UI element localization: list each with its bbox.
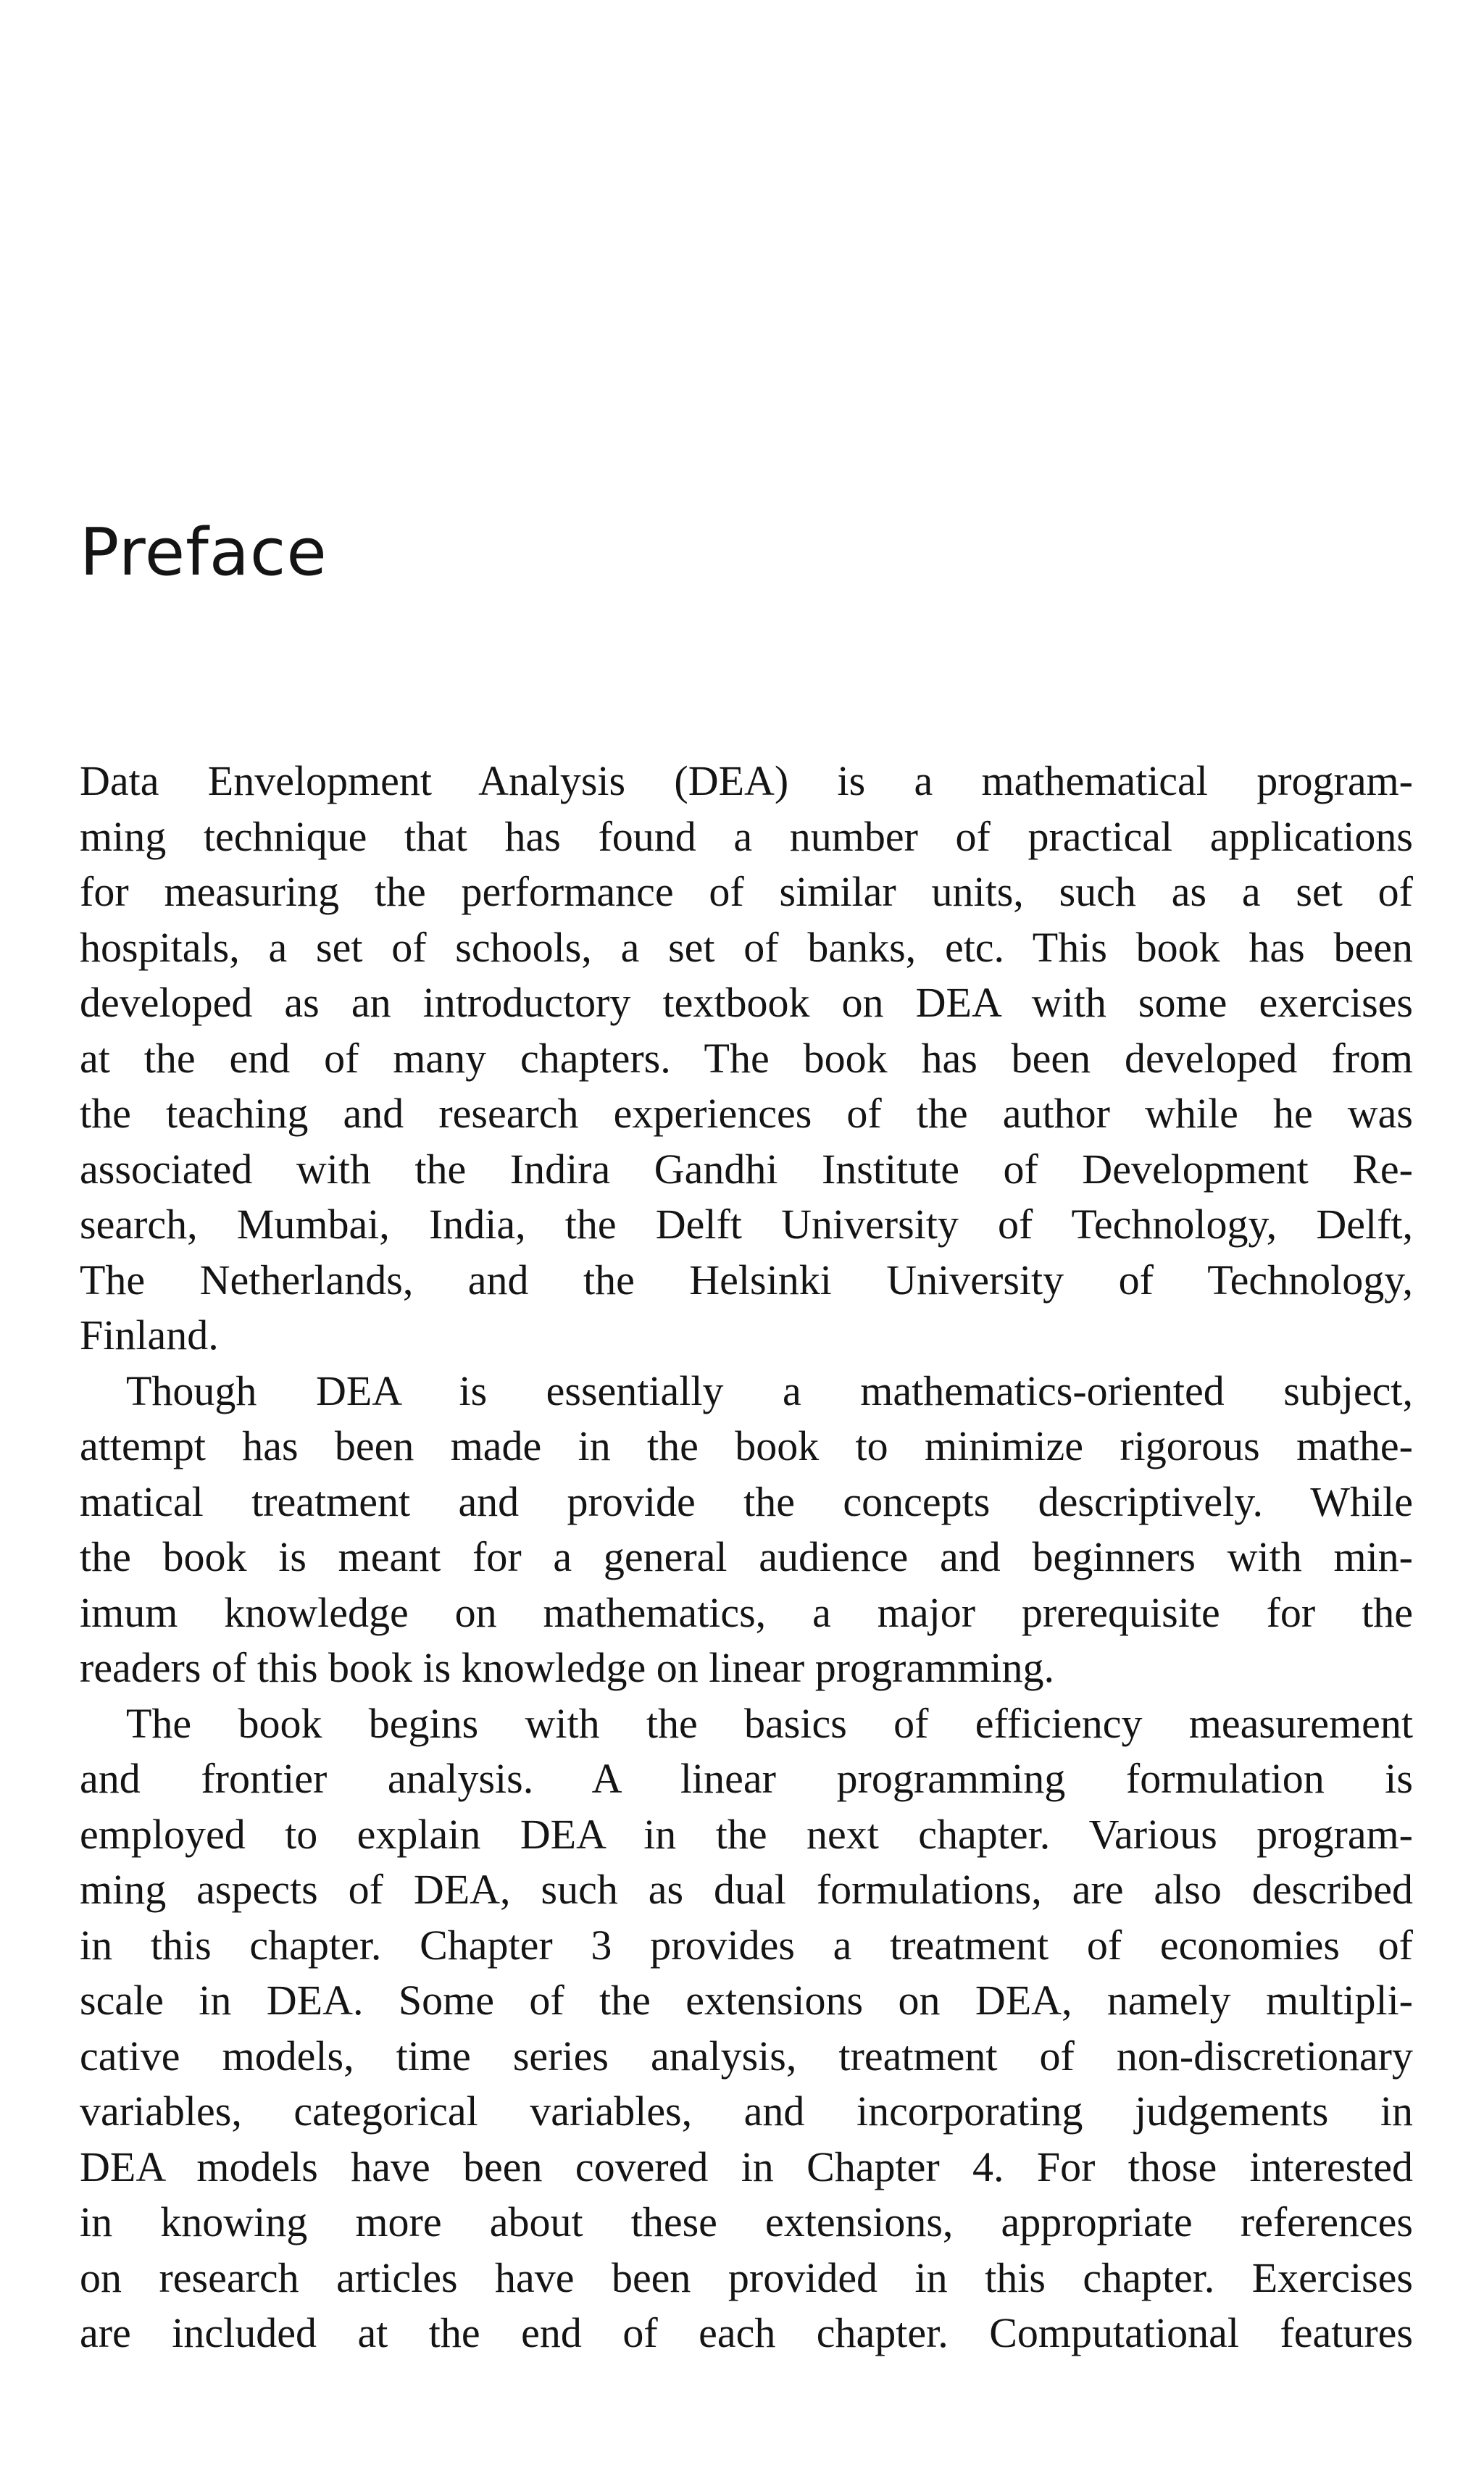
text-line: at the end of many chapters. The book has been developed from (80, 1034, 1413, 1082)
text-line: ming technique that has found a number of practical applications (80, 812, 1413, 860)
text-line: the teaching and research experiences of the author while he was (80, 1090, 1413, 1137)
text-line: associated with the Indira Gandhi Institute of Development Re- (80, 1145, 1413, 1193)
preface-body (80, 754, 1413, 2361)
text-line: ming aspects of DEA, such as dual formulations, are also described (80, 1866, 1413, 1913)
text-line: search, Mumbai, India, the Delft University of Technology, Delft, (80, 1201, 1413, 1248)
text-line: Though DEA is essentially a mathematics-oriented subject, (126, 1367, 1413, 1414)
text-line: in knowing more about these extensions, appropriate references (80, 2198, 1413, 2245)
text-line: Finland. (80, 1311, 219, 1359)
text-line: imum knowledge on mathematics, a major prerequisite for the (80, 1588, 1413, 1636)
text-line: The book begins with the basics of efficiency measurement (126, 1699, 1413, 1747)
text-line: readers of this book is knowledge on linear programming. (80, 1644, 1054, 1691)
text-line: Data Envelopment Analysis (DEA) is a mathematical program- (80, 757, 1413, 804)
text-line: hospitals, a set of schools, a set of banks, etc. This book has been (80, 923, 1413, 971)
text-line: developed as an introductory textbook on DEA with some exercises (80, 979, 1413, 1026)
text-line: scale in DEA. Some of the extensions on DEA, namely multipli- (80, 1977, 1413, 2024)
text-line: variables, categorical variables, and incorporating judgements in (80, 2088, 1413, 2135)
text-line: in this chapter. Chapter 3 provides a treatment of economies of (80, 1921, 1413, 1969)
text-line: for measuring the performance of similar units, such as a set of (80, 868, 1413, 915)
page-title: Preface (80, 514, 328, 591)
text-line: employed to explain DEA in the next chapter. Various program- (80, 1810, 1413, 1858)
text-line: and frontier analysis. A linear programming formulation is (80, 1755, 1413, 1802)
text-line: on research articles have been provided in this chapter. Exercises (80, 2253, 1413, 2301)
text-line: attempt has been made in the book to minimize rigorous mathe- (80, 1422, 1413, 1469)
text-line: DEA models have been covered in Chapter 4. For those interested (80, 2143, 1413, 2190)
text-line: the book is meant for a general audience and beginners with min- (80, 1533, 1413, 1580)
text-line: The Netherlands, and the Helsinki University of Technology, (80, 1256, 1413, 1304)
paragraph (80, 1696, 1413, 2361)
paragraph (80, 1364, 1413, 1696)
paragraph (80, 754, 1413, 1364)
text-line: are included at the end of each chapter. Computational features (80, 2309, 1413, 2356)
text-line: matical treatment and provide the concepts descriptively. While (80, 1477, 1413, 1525)
text-line: cative models, time series analysis, treatment of non-discretionary (80, 2032, 1413, 2080)
